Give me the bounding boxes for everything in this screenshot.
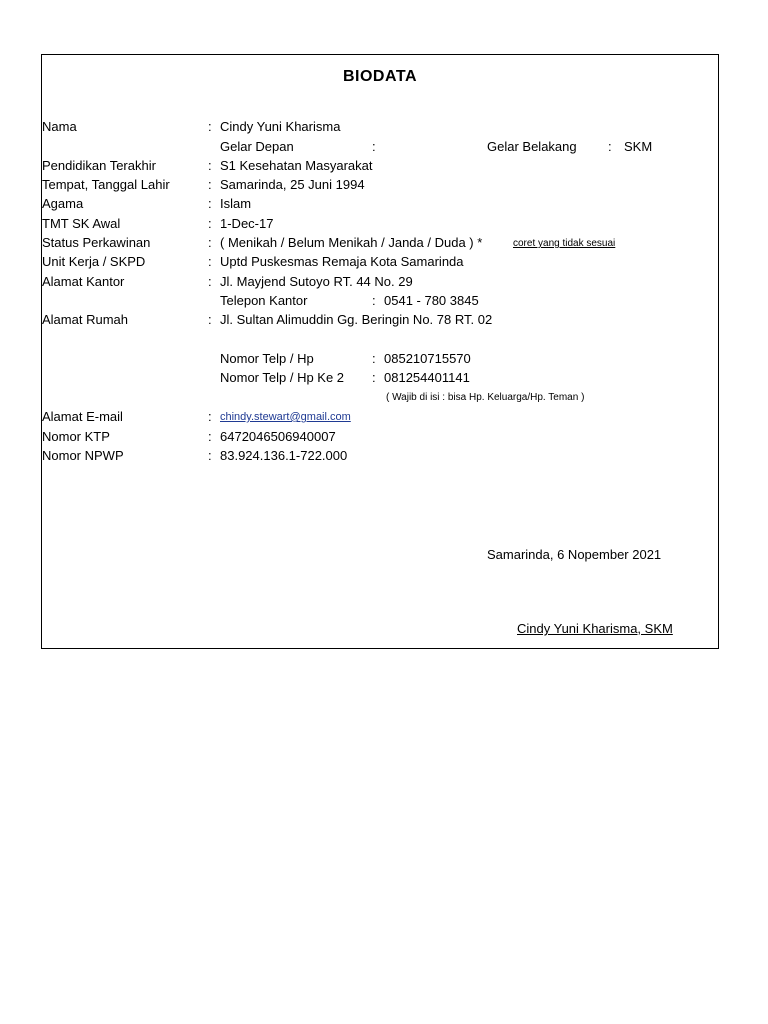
value-agama: Islam — [220, 196, 252, 211]
colon-email: : — [208, 409, 212, 424]
colon-ttl: : — [208, 177, 212, 192]
label-ktp: Nomor KTP — [42, 429, 110, 444]
value-tmt: 1-Dec-17 — [220, 216, 274, 231]
colon-agama: : — [208, 196, 212, 211]
value-unit-kerja: Uptd Puskesmas Remaja Kota Samarinda — [220, 254, 464, 269]
colon-gelar-belakang: : — [608, 139, 612, 154]
label-gelar-depan: Gelar Depan — [220, 139, 294, 154]
colon-gelar-depan: : — [372, 139, 376, 154]
value-status: ( Menikah / Belum Menikah / Janda / Duda ) * — [220, 235, 483, 250]
value-alamat-rumah: Jl. Sultan Alimuddin Gg. Beringin No. 78 RT. 02 — [220, 312, 493, 327]
label-nama: Nama — [42, 119, 77, 134]
label-tmt: TMT SK Awal — [42, 216, 121, 231]
email-link[interactable]: chindy.stewart@gmail.com — [220, 411, 351, 423]
value-nama: Cindy Yuni Kharisma — [220, 119, 341, 134]
colon-unit-kerja: : — [208, 254, 212, 269]
colon-nama: : — [208, 119, 212, 134]
label-alamat-kantor: Alamat Kantor — [42, 274, 125, 289]
label-pendidikan: Pendidikan Terakhir — [42, 158, 156, 173]
value-ttl: Samarinda, 25 Juni 1994 — [220, 177, 365, 192]
label-agama: Agama — [42, 196, 84, 211]
signature-name: Cindy Yuni Kharisma, SKM — [517, 621, 673, 636]
colon-telp-hp-2: : — [372, 370, 376, 385]
value-npwp: 83.924.136.1-722.000 — [220, 448, 348, 463]
value-telp-hp-2: 081254401141 — [384, 370, 470, 385]
label-gelar-belakang: Gelar Belakang — [487, 139, 577, 154]
colon-npwp: : — [208, 448, 212, 463]
colon-alamat-kantor: : — [208, 274, 212, 289]
label-status: Status Perkawinan — [42, 235, 151, 250]
note-telp-hp-2: ( Wajib di isi : bisa Hp. Keluarga/Hp. Teman ) — [386, 392, 585, 403]
value-alamat-kantor: Jl. Mayjend Sutoyo RT. 44 No. 29 — [220, 274, 413, 289]
document-title: BIODATA — [342, 68, 417, 85]
label-telp-hp: Nomor Telp / Hp — [220, 351, 314, 366]
value-pendidikan: S1 Kesehatan Masyarakat — [220, 158, 373, 173]
value-telepon-kantor: 0541 - 780 3845 — [384, 293, 479, 308]
place-date: Samarinda, 6 Nopember 2021 — [487, 547, 662, 562]
biodata-form — [41, 54, 719, 649]
label-telepon-kantor: Telepon Kantor — [220, 293, 308, 308]
label-email: Alamat E-mail — [42, 409, 123, 424]
label-alamat-rumah: Alamat Rumah — [42, 312, 128, 327]
colon-pendidikan: : — [208, 158, 212, 173]
value-ktp: 6472046506940007 — [220, 429, 336, 444]
colon-tmt: : — [208, 216, 212, 231]
colon-telepon-kantor: : — [372, 293, 376, 308]
colon-status: : — [208, 235, 212, 250]
value-gelar-belakang: SKM — [624, 139, 653, 154]
colon-ktp: : — [208, 429, 212, 444]
label-unit-kerja: Unit Kerja / SKPD — [42, 254, 146, 269]
colon-alamat-rumah: : — [208, 312, 212, 327]
colon-telp-hp: : — [372, 351, 376, 366]
label-ttl: Tempat, Tanggal Lahir — [42, 177, 170, 192]
label-npwp: Nomor NPWP — [42, 448, 124, 463]
note-status: coret yang tidak sesuai — [513, 238, 616, 249]
value-telp-hp: 085210715570 — [384, 351, 471, 366]
label-telp-hp-2: Nomor Telp / Hp Ke 2 — [220, 370, 345, 385]
